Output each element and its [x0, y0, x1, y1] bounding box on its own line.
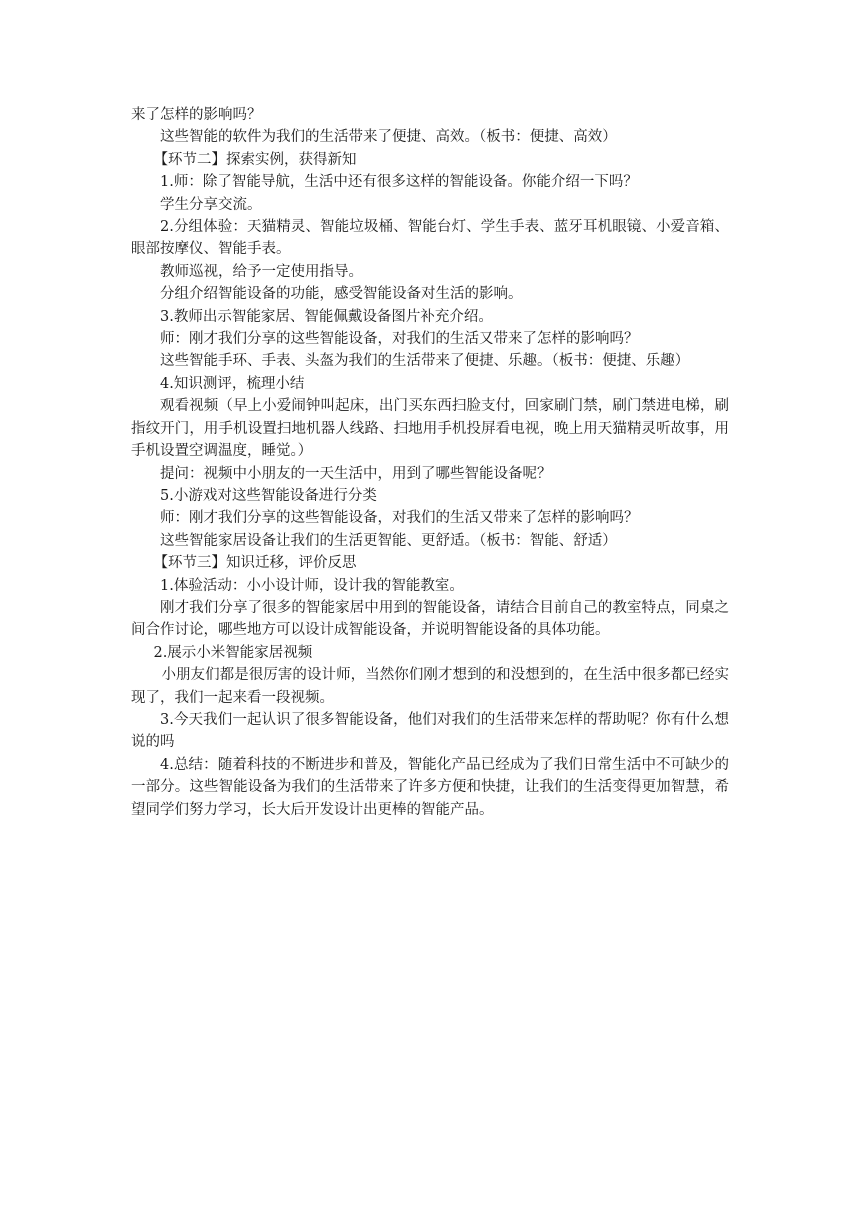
paragraph: 4.总结：随着科技的不断进步和普及，智能化产品已经成为了我们日常生活中不可缺少的一部分。这些智能设备为我们的生活带来了许多方便和快捷，让我们的生活变得更加智慧，希望同学们努力学习，长大后开发设计出更棒的智能产品。 [131, 756, 729, 818]
paragraph: 分组介绍智能设备的功能，感受智能设备对生活的影响。 [160, 286, 523, 303]
paragraph: 3.今天我们一起认识了很多智能设备，他们对我们的生活带来怎样的帮助呢？你有什么想说的吗 [131, 711, 729, 751]
paragraph: 师：刚才我们分享的这些智能设备，对我们的生活又带来了怎样的影响吗？ [160, 331, 639, 348]
paragraph: 1.师：除了智能导航，生活中还有很多这样的智能设备。你能介绍一下吗？ [160, 174, 638, 191]
paragraph: 3.教师出示智能家居、智能佩戴设备图片补充介绍。 [160, 308, 493, 325]
paragraph: 师：刚才我们分享的这些智能设备，对我们的生活又带来了怎样的影响吗？ [160, 510, 639, 527]
paragraph: 5.小游戏对这些智能设备进行分类 [160, 487, 377, 504]
paragraph: 这些智能的软件为我们的生活带来了便捷、高效。（板书：便捷、高效） [160, 129, 617, 146]
section-heading: 【环节二】探索实例，获得新知 [153, 151, 357, 168]
paragraph: 2.分组体验：天猫精灵、智能垃圾桶、智能台灯、学生手表、蓝牙耳机眼镜、小爱音箱、眼部按摩仪、智能手表。 [131, 219, 729, 258]
document-body [131, 104, 729, 821]
paragraph: 4.知识测评，梳理小结 [160, 375, 305, 392]
paragraph: 小朋友们都是很厉害的设计师，当然你们刚才想到的和没想到的，在生活中很多都已经实现了，我们一起来看一段视频。 [131, 667, 729, 706]
paragraph: 教师巡视，给予一定使用指导。 [160, 263, 363, 280]
paragraph: 2.展示小米智能家居视频 [153, 644, 313, 661]
paragraph: 这些智能手环、手表、头盔为我们的生活带来了便捷、乐趣。（板书：便捷、乐趣） [160, 353, 690, 370]
section-heading: 【环节三】知识迁移，评价反思 [153, 555, 357, 572]
paragraph: 提问：视频中小朋友的一天生活中，用到了哪些智能设备呢？ [160, 465, 552, 482]
paragraph: 学生分享交流。 [160, 196, 262, 213]
paragraph: 观看视频（早上小爱闹钟叫起床，出门买东西扫脸支付，回家刷门禁，刷门禁进电梯，刷指纹开门，用手机设置扫地机器人线路、扫地用手机投屏看电视，晚上用天猫精灵听故事，用手机设置空调温度，睡觉。） [131, 398, 729, 460]
paragraph: 这些智能家居设备让我们的生活更智能、更舒适。（板书：智能、舒适） [160, 532, 617, 549]
paragraph: 来了怎样的影响吗？ [131, 107, 262, 123]
paragraph: 刚才我们分享了很多的智能家居中用到的智能设备，请结合目前自己的教室特点，同桌之间合作讨论，哪些地方可以设计成智能设备，并说明智能设备的具体功能。 [131, 599, 729, 639]
paragraph: 1.体验活动：小小设计师，设计我的智能教室。 [160, 577, 464, 594]
